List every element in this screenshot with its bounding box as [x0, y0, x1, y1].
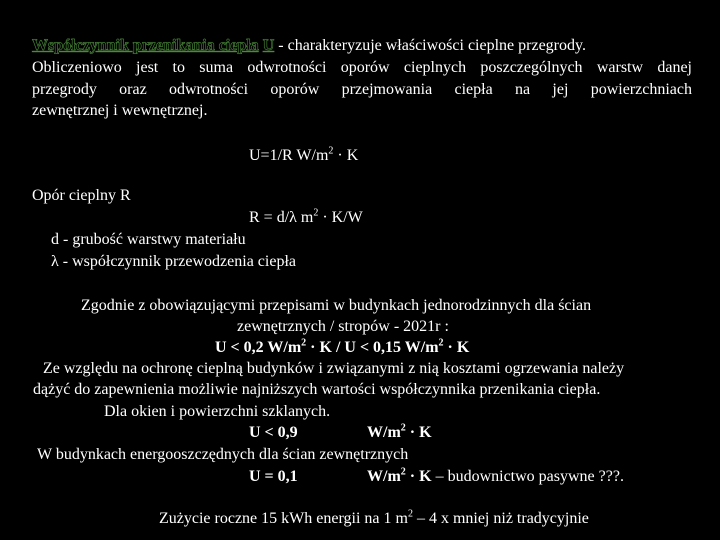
intro-line-2: [32, 58, 692, 78]
word: oporów: [340, 59, 390, 76]
reg-window-tail: · K: [405, 424, 432, 441]
reg-line-7-unit: [367, 423, 432, 443]
word: suma: [199, 59, 234, 76]
word: jej: [552, 81, 569, 98]
reg-passive-note: – budownictwo pasywne ???.: [431, 468, 624, 485]
reg-line-8: W budynkach energooszczędnych dla ścian zewnętrznych: [37, 446, 409, 463]
reg-window-unit: W/m: [367, 424, 401, 441]
reg-wall-sup: 2: [301, 337, 307, 349]
reg-line-6: Dla okien i powierzchni szklanych.: [104, 403, 331, 420]
word: przegrody: [32, 81, 97, 98]
reg-line-3: [215, 338, 469, 358]
reg-window-sup: 2: [400, 422, 406, 434]
word: warstw: [596, 59, 644, 76]
reg-line-5: dążyć do zapewnienia możliwie najniższych wartości współczynnika przenikania ciepła.: [33, 381, 601, 398]
reg-ceiling-tail: · K: [443, 339, 470, 356]
resistance-formula: [249, 208, 363, 228]
intro-line-1: [32, 36, 586, 56]
footer-text-a: Zużycie roczne 15 kWh energii na 1 m: [159, 510, 408, 527]
intro-line-3: [32, 80, 692, 100]
term-symbol: U: [262, 37, 275, 54]
reg-line-4: Ze względu na ochronę cieplną budynków i związanymi z nią kosztami ogrzewania należy: [43, 360, 625, 377]
reg-passive-tail: · K: [405, 468, 432, 485]
reg-line-2: zewnętrznych / stropów - 2021r :: [237, 318, 449, 335]
word: cieplnych: [403, 59, 467, 76]
word: oporów: [270, 81, 320, 98]
reg-ceiling-u: · K / U < 0,15 W/m: [306, 339, 439, 356]
word: danej: [657, 59, 692, 76]
word: oraz: [119, 81, 147, 98]
footer-text-b: – 4 x mniej niż tradycyjnie: [412, 510, 589, 527]
reg-passive-sup: 2: [400, 466, 406, 478]
resistance-formula-text: R = d/λ m: [249, 209, 314, 226]
u-formula: [249, 146, 358, 166]
resistance-heading: Opór cieplny R: [32, 187, 131, 204]
word: powierzchniach: [590, 81, 692, 98]
reg-line-9-unit: [367, 467, 624, 487]
def-d: d - grubość warstwy materiału: [51, 231, 246, 248]
u-formula-tail: · K: [333, 147, 359, 164]
word: ciepła: [454, 81, 493, 98]
reg-line-9-u: U = 0,1: [249, 468, 298, 485]
reg-wall-u: U < 0,2 W/m: [215, 339, 302, 356]
u-formula-sup: 2: [328, 145, 334, 157]
def-lambda: λ - współczynnik przewodzenia ciepła: [51, 253, 296, 270]
resistance-formula-tail: · K/W: [318, 209, 363, 226]
footer-sup: 2: [407, 508, 413, 520]
reg-line-7-u: U < 0,9: [249, 424, 298, 441]
reg-passive-unit: W/m: [367, 468, 401, 485]
reg-line-1: Zgodnie z obowiązującymi przepisami w budynkach jednorodzinnych dla ścian: [81, 297, 592, 314]
intro-line-1-rest: - charakteryzuje właściwości cieplne przegrody.: [278, 37, 586, 54]
word: Obliczeniowo: [32, 59, 122, 76]
term-title: Współczynnik przenikania ciepła: [32, 37, 259, 54]
word: przejmowania: [341, 81, 433, 98]
word: odwrotności: [168, 81, 249, 98]
intro-line-4: zewnętrznej i wewnętrznej.: [32, 102, 208, 119]
resistance-formula-sup: 2: [313, 207, 319, 219]
word: poszczególnych: [480, 59, 583, 76]
footer-note: [159, 509, 589, 529]
reg-ceiling-sup: 2: [438, 337, 444, 349]
word: na: [515, 81, 531, 98]
word: odwrotności: [247, 59, 327, 76]
word: jest: [136, 59, 159, 76]
u-formula-text: U=1/R W/m: [249, 147, 329, 164]
word: to: [172, 59, 185, 76]
